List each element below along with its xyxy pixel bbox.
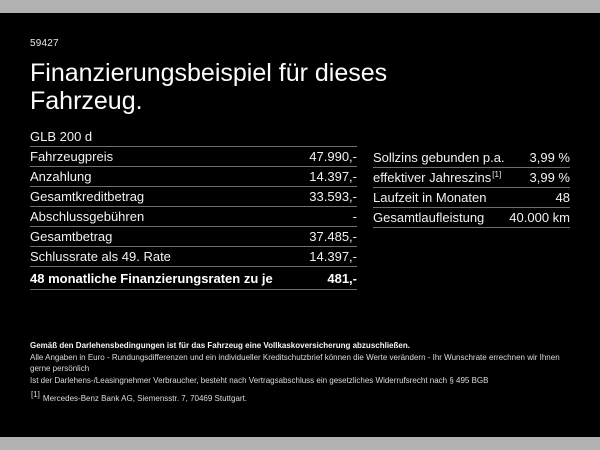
- row-label-text: effektiver Jahreszins: [373, 170, 492, 185]
- row-label: Laufzeit in Monaten: [373, 190, 487, 205]
- row-value: 3,99 %: [529, 170, 570, 185]
- row-label: Gesamtlaufleistung: [373, 210, 485, 225]
- table-row: [373, 188, 570, 208]
- row-value: 48: [555, 190, 570, 205]
- listing-reference-number: 59427: [30, 38, 59, 49]
- monthly-rate-row: [30, 267, 357, 290]
- footnote-marker: [1]: [31, 390, 40, 400]
- row-label: Gesamtbetrag: [30, 229, 113, 244]
- top-frame-bar: [0, 0, 600, 13]
- page-title: Finanzierungsbeispiel für dieses Fahrzeug.: [30, 59, 388, 115]
- row-value: 3,99 %: [529, 150, 570, 165]
- table-row: [30, 247, 357, 267]
- disclaimer-line-rounding: Alle Angaben in Euro - Rundungsdifferenzen und ein individueller Kreditschutzbrief können die Werte verändern - Ihr Wunschrate errechnen wir Ihnen gerne persönlich: [30, 352, 560, 373]
- table-row: [30, 167, 357, 187]
- table-row: [373, 208, 570, 228]
- table-row: [30, 227, 357, 247]
- row-label: Abschlussgebühren: [30, 209, 145, 224]
- model-name: GLB 200 d: [30, 129, 93, 144]
- table-row: [373, 148, 570, 168]
- row-value: 14.397,-: [309, 169, 357, 184]
- row-value: 481,-: [327, 270, 357, 286]
- row-value: 37.485,-: [309, 229, 357, 244]
- row-label: Sollzins gebunden p.a.: [373, 150, 505, 165]
- row-value: -: [352, 209, 357, 224]
- finance-conditions-table: [373, 148, 570, 228]
- row-label: Schlussrate als 49. Rate: [30, 249, 171, 264]
- table-row: [30, 147, 357, 167]
- row-value: 33.593,-: [309, 189, 357, 204]
- legal-disclaimer: [30, 340, 572, 405]
- row-label: Fahrzeugpreis: [30, 149, 114, 164]
- table-row: [30, 207, 357, 227]
- bank-address: Mercedes-Benz Bank AG, Siemensstr. 7, 70469 Stuttgart.: [42, 394, 248, 403]
- disclaimer-line-insurance: Gemäß den Darlehensbedingungen ist für das Fahrzeug eine Vollkaskoversicherung abzuschließen.: [30, 341, 410, 350]
- row-label: Gesamtkreditbetrag: [30, 189, 145, 204]
- table-row: [373, 168, 570, 188]
- finance-amounts-table: [30, 127, 357, 290]
- row-label: Anzahlung: [30, 169, 92, 184]
- row-value: 14.397,-: [309, 249, 357, 264]
- row-value: 40.000 km: [509, 210, 570, 225]
- bottom-frame-bar: [0, 437, 600, 450]
- row-value: 47.990,-: [309, 149, 357, 164]
- model-header-row: [30, 127, 357, 147]
- bank-footnote: [30, 390, 572, 405]
- footnote-marker: [1]: [492, 169, 502, 179]
- row-label: 48 monatliche Finanzierungsraten zu je: [30, 270, 273, 286]
- table-row: [30, 187, 357, 207]
- finance-tables: [30, 127, 570, 290]
- finance-example-panel: [30, 13, 570, 290]
- disclaimer-line-withdrawal: Ist der Darlehens-/Leasingnehmer Verbraucher, besteht nach Vertragsabschluss ein gesetzliches Widerrufsrecht nach § 495 BGB: [30, 375, 489, 385]
- row-label: [373, 170, 501, 185]
